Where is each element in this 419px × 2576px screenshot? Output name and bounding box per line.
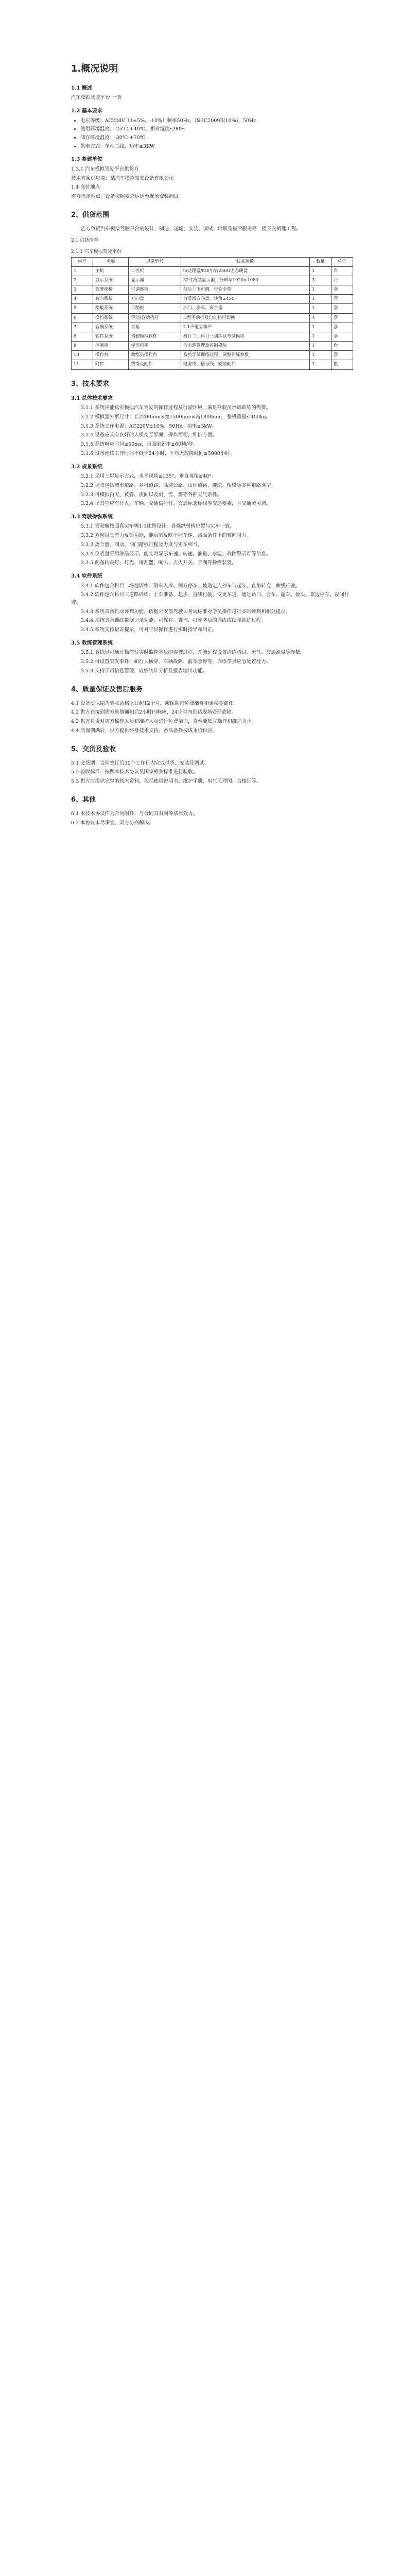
paragraph: 4.4 质保期满后，供方提供终身技术支持，备品备件按成本价供应。 <box>71 727 218 734</box>
tech-subsection-heading: 3.5 教练管理系统 <box>71 640 113 646</box>
document-content <box>71 62 353 828</box>
table-header-cell: 单位 <box>331 257 353 266</box>
table-header-cell: 名称 <box>93 257 128 266</box>
table-cell: 1 <box>310 323 331 332</box>
table-cell: 1 <box>310 342 331 351</box>
table-cell: 工控机 <box>129 266 181 276</box>
table-cell: 三踏板 <box>129 304 181 313</box>
table-row <box>72 295 353 304</box>
table-cell: 10 <box>72 351 93 360</box>
paragraph: 3.2.3 可模拟白天、黄昏、夜间以及雨、雪、雾等各种天气条件。 <box>81 492 222 498</box>
paragraph: 3.4.4 系统具备训练数据记录功能，可保存、查询、打印学员的训练成绩和训练过程。 <box>81 618 266 624</box>
table-cell: 踏板系统 <box>93 304 128 313</box>
table-cell: 5 <box>72 304 93 313</box>
table-row <box>72 266 353 276</box>
table-cell: 套 <box>331 351 353 360</box>
paragraph: 3.4.3 系统具备自动评判功能，依据公安部驾驶人考试标准对学员操作进行实时评判和扣分提示。 <box>81 608 291 615</box>
table-row <box>72 285 353 295</box>
table-cell: 手动/自动挡杆 <box>129 313 181 323</box>
env-heading: 1.2 基本要求 <box>71 108 102 114</box>
paragraph: 3.4.5 系统支持语音提示，可对学员操作进行实时指导和纠正。 <box>81 627 217 633</box>
paragraph: 3.1.1 系统应能真实模拟汽车驾驶的操作过程及行驶环境，满足驾驶员培训训练的需要。 <box>81 405 271 411</box>
paragraph: 3.2.1 采用三屏显示方式，水平视角≥135°，垂直视角≥40°。 <box>81 473 217 480</box>
units-heading: 1.3 参建单位 <box>71 157 102 163</box>
paragraph: 1.4 交付地点 <box>71 184 100 191</box>
table-cell: 软件系统 <box>93 332 128 341</box>
table-cell: 1 <box>310 285 331 295</box>
table-row <box>72 332 353 341</box>
tech-heading: 3、技术要求 <box>71 380 110 388</box>
paragraph: 3.5.3 支持学员信息管理、成绩统计分析及报表输出功能。 <box>81 668 207 674</box>
table-cell: 操作台 <box>93 351 128 360</box>
table-cell: 7 <box>72 323 93 332</box>
tech-subsection-heading: 3.4 软件系统 <box>71 573 102 580</box>
table-cell: 油门、刹车、离合器 <box>181 304 309 313</box>
paragraph: 3.3.1 驾驶舱按照真实车辆1:1比例设计，各操纵机构位置与实车一致。 <box>81 523 235 530</box>
paragraph: 3.1.3 系统工作电源：AC220V±10%，50Hz，功率≤3kW。 <box>81 423 217 429</box>
paragraph: 4.1 设备质保期为验收合格之日起12个月，质保期内免费维修和更换零部件。 <box>71 700 238 706</box>
table-cell: 套 <box>331 313 353 323</box>
table-cell: 套 <box>331 285 353 295</box>
table-cell: 转向系统 <box>93 295 128 304</box>
paragraph: 3.5.2 可设置突发事件，如行人横穿、车辆故障、前车急停等，训练学员应急处置能力。 <box>81 659 271 665</box>
table-cell: 4 <box>72 295 93 304</box>
paragraph: 6.1 本技术协议作为合同附件，与合同具有同等法律效力。 <box>71 811 198 817</box>
table-cell: 1 <box>72 266 93 276</box>
table-header-cell: 序号 <box>72 257 93 266</box>
paragraph: 4.3 供方负责对需方操作人员和维护人员进行免费培训，直至能独立操作和维护为止。 <box>71 719 257 725</box>
list-item: • 供电方式：单相三线，功率≤3KW <box>80 143 353 151</box>
table-header-cell: 技术参数 <box>181 257 309 266</box>
paragraph: 技术方案供应商：某汽车模拟驾驶设备有限公司 <box>71 175 174 181</box>
table-cell: 显示器 <box>129 276 181 285</box>
tech-subsection-heading: 3.2 视景系统 <box>71 464 102 470</box>
table-cell: 套 <box>331 295 353 304</box>
table-cell: 科目二、科目三训练及考试模块 <box>181 332 309 341</box>
table-cell: 1 <box>310 360 331 369</box>
table-row <box>72 323 353 332</box>
table-cell: 附件 <box>93 360 128 369</box>
table-cell: 批 <box>331 360 353 369</box>
paragraph: 3.3.3 离合器、制动、油门踏板行程及力度与实车相当。 <box>81 541 203 548</box>
table-cell: 8 <box>72 332 93 341</box>
supply-table <box>71 257 353 370</box>
paragraph: 5.1 交货期：合同签订后30个工作日内完成供货、安装及调试。 <box>71 760 209 766</box>
table-cell: 台 <box>331 266 353 276</box>
table-cell: 台 <box>331 342 353 351</box>
table-cell: 1 <box>310 295 331 304</box>
table-cell: 6 <box>72 313 93 323</box>
paragraph: 3.1.4 设备应具有良好的人机交互界面，操作简便，维护方便。 <box>81 432 217 438</box>
table-row <box>72 304 353 313</box>
list-item: • 使用环境温度：-25℃-+40℃，相对湿度≤90% <box>80 126 353 133</box>
table-cell: 驾驶座椅 <box>93 285 128 295</box>
paragraph: 5.3 供方应提供完整的技术资料，包括使用说明书、维护手册、电气原理图、合格证等。 <box>71 778 261 785</box>
table-cell: 电源线、信号线、安装配件 <box>181 360 309 369</box>
table-cell: 9 <box>72 342 93 351</box>
table-cell: 台 <box>331 276 353 285</box>
scope-heading: 2、供货范围 <box>71 211 110 219</box>
table-cell: 可调座椅 <box>129 285 181 295</box>
table-row <box>72 342 353 351</box>
paragraph: 3.2.4 场景中应有行人、车辆、交通信号灯、交通标志标线等交通要素，且交通流可调。 <box>81 501 271 507</box>
table-cell: 显示系统 <box>93 276 128 285</box>
table-cell: 含电源管理及控制模块 <box>181 342 309 351</box>
table-row <box>72 351 353 360</box>
table-caption: 2.1 供货清单 <box>71 238 99 243</box>
paragraph: 3.1.6 设备连续工作时间不低于24小时，平均无故障时间≥5000小时。 <box>81 450 235 456</box>
table-cell: 套 <box>331 323 353 332</box>
paragraph: 3.2.2 场景包括城市道路、乡村道路、高速公路、山区道路、隧道、桥梁等多种道路类型。 <box>81 482 276 488</box>
table-cell: 1 <box>310 351 331 360</box>
quality-heading: 4、质量保证及售后服务 <box>71 685 143 693</box>
table-row <box>72 276 353 285</box>
table-row <box>72 313 353 323</box>
table-cell: 套 <box>331 332 353 341</box>
table-cell: 前后上下可调，带安全带 <box>181 285 309 295</box>
paragraph: 1.3.1 汽车模拟驾驶平台供货方 <box>71 166 139 172</box>
table-header-row <box>72 257 353 266</box>
other-heading: 6、其他 <box>71 795 96 804</box>
table-cell: 力反馈方向盘，转角±450° <box>181 295 309 304</box>
paragraph: 3.1.5 系统响应时间≤50ms，画面刷新率≥60帧/秒。 <box>81 442 198 448</box>
table-cell: 1 <box>310 266 331 276</box>
tech-subsection-heading: 3.1 总体技术要求 <box>71 395 113 401</box>
table-cell: 方向盘 <box>129 295 181 304</box>
table-header-cell: 规格型号 <box>129 257 181 266</box>
list-item: • 储存环境温度：-30℃-+70℃ <box>80 134 353 142</box>
table-cell: 线缆及配件 <box>129 360 181 369</box>
table-cell: 控制柜 <box>93 342 128 351</box>
table-cell: 1 <box>310 332 331 341</box>
paragraph: 3.1.2 模拟器外形尺寸：长2200mm×宽1500mm×高1800mm，整机重量≤400kg。 <box>81 414 271 420</box>
paragraph: 4.2 供方在接到需方维修通知后2小时内响应，24小时内到达现场处理故障。 <box>71 709 237 716</box>
table-cell: 音箱 <box>129 323 181 332</box>
table-cell: 驾驶模拟软件 <box>129 332 181 341</box>
scope-text: 乙方负责汽车模拟驾驶平台的设计、制造、运输、安装、调试、培训及售后服务等一揽子交钥匙工程。 <box>81 226 301 232</box>
paragraph: 3.3.5 配备转向灯、灯光、雨刮器、喇叭、点火开关、手刹等操纵装置。 <box>81 560 237 566</box>
delivery-heading: 5、交货及验收 <box>71 745 116 753</box>
table-cell: 3 <box>72 285 93 295</box>
table-cell: 11 <box>72 360 93 369</box>
table-row <box>72 360 353 369</box>
paragraph: 需方指定地点，设备按照要求运送至现场安装调试 <box>71 194 179 200</box>
table-cell: 3 <box>310 276 331 285</box>
tech-body <box>71 395 353 675</box>
paragraph: 6.2 本协议未尽事宜，双方协商解决。 <box>71 820 154 826</box>
table-cell: 标准机柜 <box>129 342 181 351</box>
paragraph: 3.3.2 方向盘具有力反馈功能，能真实反映不同车速、路面条件下的转向阻力。 <box>81 533 252 539</box>
table-cell: 1 <box>310 313 331 323</box>
paragraph: 3.4.1 软件包含科目二场地训练：倒车入库、侧方停车、坡道定点停车与起步、直角转弯、曲线行驶。 <box>81 583 301 589</box>
table-cell: 教练员操作台 <box>129 351 181 360</box>
overview-heading: 1.1 概述 <box>71 85 92 91</box>
env-list <box>71 117 353 151</box>
table-cell: 换挡系统 <box>93 313 128 323</box>
paragraph: 5.2 验收标准：按照本技术协议及国家相关标准进行验收。 <box>71 769 198 775</box>
paragraph: 3.5.1 教练员可通过操作台实时监控学员的驾驶过程，并能远程设置训练科目、天气、交通流量等参数。 <box>81 650 305 656</box>
table-caption-sub: 2.1.1 汽车模拟驾驶平台 <box>71 249 121 255</box>
table-cell: 1 <box>310 304 331 313</box>
table-cell: 2 <box>72 276 93 285</box>
table-cell: 套 <box>331 304 353 313</box>
paragraph: 3.4.2 软件包含科目三道路训练：上车准备、起步、直线行驶、变更车道、通过路口、会车、超车、掉头、靠边停车、夜间行驶。 <box>71 592 350 606</box>
tech-subsection-heading: 3.3 驾驶操纵系统 <box>71 514 113 520</box>
table-cell: 音响系统 <box>93 323 128 332</box>
table-cell: 32寸液晶显示器，分辨率1920×1080 <box>181 276 309 285</box>
table-cell: 2.1声道立体声 <box>181 323 309 332</box>
table-cell: 监控学员训练过程，调整训练参数 <box>181 351 309 360</box>
list-item: • 电压等级：AC220V（1±5%，-10%）频率50Hz，IS-IC2009Ⅱ(10%)，50Hz <box>80 117 353 125</box>
paragraph: 3.3.4 仪表盘采用液晶显示，能实时显示车速、转速、油量、水温、故障警示灯等信息。 <box>81 551 271 557</box>
table-cell: i5处理器/8G内存/256G固态硬盘 <box>181 266 309 276</box>
project-name: 汽车模拟驾驶平台 一套 <box>71 95 122 101</box>
table-cell: H型手动挡及自动挡可切换 <box>181 313 309 323</box>
table-header-cell: 数量 <box>310 257 331 266</box>
table-cell: 主机 <box>93 266 128 276</box>
document-title: 1.概况说明 <box>71 63 118 74</box>
